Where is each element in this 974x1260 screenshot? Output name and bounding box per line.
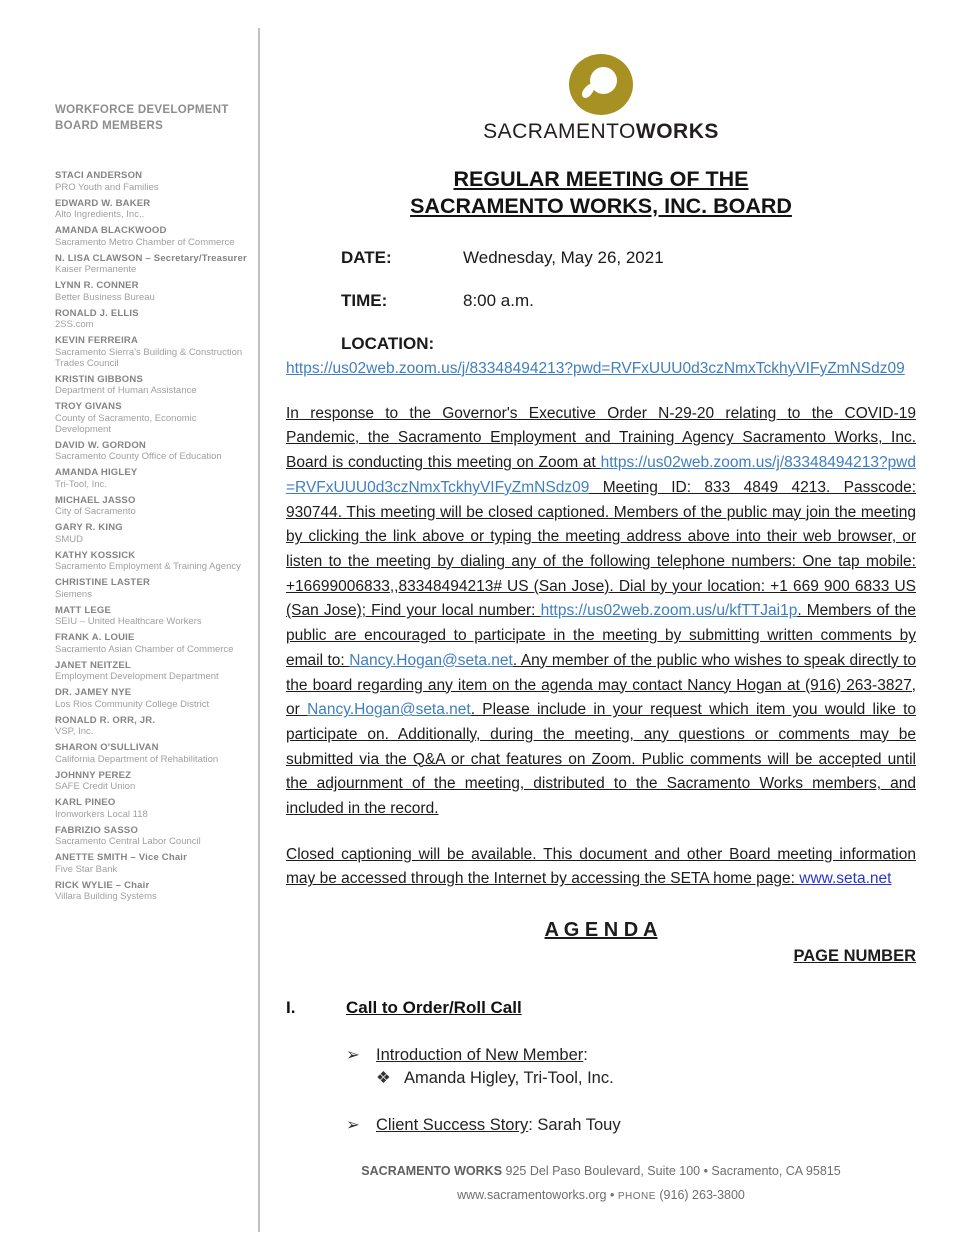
date-label: DATE:	[341, 247, 392, 267]
page-footer	[286, 1160, 916, 1208]
board-member-name: JOHNNY PEREZ	[55, 769, 132, 781]
board-member-name: KEVIN FERREIRA	[55, 335, 139, 347]
footer-website: www.sacramentoworks.org	[457, 1187, 607, 1202]
board-member-org: City of Sacramento	[55, 506, 136, 518]
board-member-name: ANETTE SMITH – Vice Chair	[55, 852, 188, 864]
board-member-entry	[55, 467, 255, 490]
agenda-subitem-amanda-higley	[286, 1068, 916, 1088]
agenda-item-new-member	[286, 1045, 916, 1065]
board-member-org: PRO Youth and Families	[55, 181, 159, 193]
closed-captioning-paragraph: Closed captioning will be available. This document and other Board meeting information may be accessed through the Internet by accessing the SETA home page: www.seta.net	[286, 845, 916, 888]
inline-link[interactable]: https://us02web.zoom.us/u/kfTTJai1p	[540, 602, 798, 620]
vertical-divider	[258, 28, 260, 1232]
logo-word-regular: SACRAMENTO	[483, 120, 636, 143]
board-member-entry	[55, 280, 255, 303]
time-value: 8:00 a.m.	[463, 290, 534, 310]
footer-address-line	[286, 1160, 916, 1184]
agenda-title: A G E N D A	[544, 919, 658, 942]
board-member-org: Five Star Bank	[55, 863, 118, 875]
agenda-item-suffix: :	[583, 1046, 588, 1065]
board-member-name: MICHAEL JASSO	[55, 494, 136, 506]
main-content	[286, 40, 916, 1135]
board-member-org: County of Sacramento, Economic Development	[55, 412, 197, 435]
board-member-name: DR. JAMEY NYE	[55, 687, 132, 699]
board-member-org: Sacramento Central Labor Council	[55, 836, 201, 848]
board-member-entry	[55, 374, 255, 397]
board-member-entry	[55, 632, 255, 655]
board-member-org: Ironworkers Local 118	[55, 808, 148, 820]
board-member-entry	[55, 715, 255, 738]
agenda-item-suffix: : Sarah Touy	[528, 1116, 621, 1135]
board-member-entry	[55, 577, 255, 600]
board-member-name: KRISTIN GIBBONS	[55, 373, 143, 385]
board-member-org: Employment Development Department	[55, 671, 219, 683]
agenda-item-client-success	[286, 1115, 916, 1135]
board-member-name: RICK WYLIE – Chair	[55, 879, 150, 891]
board-member-entry	[55, 170, 255, 193]
logo	[286, 54, 916, 144]
board-member-name: KATHY KOSSICK	[55, 549, 136, 561]
arrow-bullet-icon: ➢	[346, 1116, 360, 1135]
board-member-org: Tri-Tool, Inc.	[55, 478, 107, 490]
board-member-entry	[55, 308, 255, 331]
footer-phone: (916) 263-3800	[659, 1187, 745, 1202]
inline-link[interactable]: Nancy.Hogan@seta.net	[349, 651, 513, 669]
board-member-name: KARL PINEO	[55, 797, 116, 809]
board-member-org: Sacramento Sierra's Building & Construction Trades Council	[55, 346, 243, 369]
board-member-name: EDWARD W. BAKER	[55, 197, 151, 209]
agenda-section-call-to-order	[286, 998, 916, 1018]
footer-phone-label: PHONE	[617, 1190, 656, 1202]
board-member-entry	[55, 253, 255, 276]
meeting-access-paragraph: In response to the Governor's Executive Order N-29-20 relating to the COVID-19 Pandemic, the Sacramento Employment and Training Agency Sacramento Works, Inc. Board is conducting this meeting on Zoom at https://us02web.zoom.us/j/83348494213?pwd=RVFxUUU0d3czNmxTckhyVIFyZmNSdz09 Meeting ID: 833 4849 4213. Passcode: 930744. This meeting will be closed captioned. Members of the public may join the meeting by clicking the link above or typing the meeting address above into their web browser, or listen to the meeting by dialing any of the following telephone numbers: One tap mobile: +16699006833,,83348494213# US (San Jose). Dial by your location: +1 669 900 6833 US (San Jose); Find your local number: https://us02web.zoom.us/u/kfTTJai1p. Members of the public are encouraged to participate in the meeting by submitting written comments by email to: Nancy.Hogan@seta.net. Any member of the public who wishes to speak directly to the board regarding any item on the agenda may contact Nancy Hogan at (916) 263-3827, or Nancy.Hogan@seta.net. Please include in your request which item you would like to participate on. Additionally, during the meeting, any questions or comments may be submitted via the Q&A or chat features on Zoom. Public comments will be accepted until the adjournment of the meeting, distributed to the Sacramento Works members, and included in the record.	[286, 404, 917, 818]
board-member-name: AMANDA HIGLEY	[55, 467, 138, 479]
date-row	[286, 248, 916, 268]
meeting-meta	[286, 248, 916, 381]
board-member-org: Villara Building Systems	[55, 891, 157, 903]
board-member-entry	[55, 198, 255, 221]
board-member-name: STACI ANDERSON	[55, 170, 143, 182]
footer-contact-line	[286, 1184, 916, 1208]
board-member-entry	[55, 401, 255, 435]
board-member-name: RONALD J. ELLIS	[55, 307, 139, 319]
arrow-bullet-icon: ➢	[346, 1046, 360, 1065]
board-member-org: Los Rios Community College District	[55, 698, 210, 710]
diamond-bullet-icon: ❖	[376, 1069, 391, 1088]
zoom-meeting-link[interactable]: https://us02web.zoom.us/j/83348494213?pwd=RVFxUUU0d3czNmxTckhyVIFyZmNSdz09	[286, 359, 905, 377]
inline-link[interactable]: Nancy.Hogan@seta.net	[307, 701, 471, 719]
board-member-org: Better Business Bureau	[55, 291, 155, 303]
board-member-entry	[55, 660, 255, 683]
board-member-org: Siemens	[55, 588, 92, 600]
logo-wordmark	[286, 120, 916, 144]
time-label: TIME:	[341, 290, 388, 310]
board-member-name: RONALD R. ORR, JR.	[55, 714, 156, 726]
board-member-entry	[55, 495, 255, 518]
agenda-section-title: Call to Order/Roll Call	[346, 998, 522, 1018]
board-member-name: FABRIZIO SASSO	[55, 824, 139, 836]
footer-address: 925 Del Paso Boulevard, Suite 100 • Sacramento, CA 95815	[505, 1164, 841, 1178]
meeting-title-line2: SACRAMENTO WORKS, INC. BOARD	[410, 193, 792, 218]
board-member-name: SHARON O'SULLIVAN	[55, 742, 159, 754]
board-member-name: FRANK A. LOUIE	[55, 632, 135, 644]
board-member-entry	[55, 605, 255, 628]
board-member-entry	[55, 880, 255, 903]
board-member-org: Alto Ingredients, Inc..	[55, 209, 145, 221]
board-member-entry	[55, 797, 255, 820]
board-member-name: MATT LEGE	[55, 604, 111, 616]
location-link-wrap	[286, 357, 916, 381]
board-member-name: DAVID W. GORDON	[55, 439, 146, 451]
footer-separator: •	[609, 1187, 615, 1202]
board-members-list	[55, 170, 255, 902]
location-label: LOCATION:	[341, 333, 435, 353]
board-member-entry	[55, 335, 255, 369]
logo-hole	[590, 67, 617, 94]
board-member-entry	[55, 825, 255, 848]
meeting-title	[286, 166, 916, 220]
board-member-entry	[55, 225, 255, 248]
board-member-entry	[55, 687, 255, 710]
agenda-section-numeral: I.	[286, 998, 296, 1018]
board-member-name: AMANDA BLACKWOOD	[55, 225, 167, 237]
board-member-entry	[55, 770, 255, 793]
board-member-entry	[55, 852, 255, 875]
board-member-entry	[55, 550, 255, 573]
inline-link[interactable]: https://us02web.zoom.us/j/83348494213?pwd=RVFxUUU0d3czNmxTckhyVIFyZmNSdz09	[286, 454, 916, 496]
meeting-title-line1: REGULAR MEETING OF THE	[453, 167, 749, 191]
board-member-name: TROY GIVANS	[55, 401, 122, 413]
logo-word-bold: WORKS	[635, 120, 719, 143]
board-member-org: SAFE Credit Union	[55, 781, 136, 793]
board-member-name: LYNN R. CONNER	[55, 280, 139, 292]
board-member-name: N. LISA CLAWSON – Secretary/Treasurer	[55, 252, 247, 264]
board-member-name: GARY R. KING	[55, 522, 123, 534]
board-member-org: Sacramento Asian Chamber of Commerce	[55, 643, 234, 655]
footer-org-name: SACRAMENTO WORKS	[361, 1164, 503, 1178]
board-member-entry	[55, 522, 255, 545]
time-row	[286, 291, 916, 311]
board-member-name: JANET NEITZEL	[55, 659, 131, 671]
board-member-org: SMUD	[55, 533, 83, 545]
board-member-org: Department of Human Assistance	[55, 385, 197, 397]
agenda-item-underlined-text: Client Success Story	[376, 1116, 529, 1135]
inline-link[interactable]: www.seta.net	[799, 870, 892, 888]
board-member-org: California Department of Rehabilitation	[55, 753, 219, 765]
board-member-org: VSP, Inc.	[55, 726, 94, 738]
board-member-org: 2SS.com	[55, 319, 94, 331]
page-number-label: PAGE NUMBER	[793, 947, 916, 966]
board-member-entry	[55, 440, 255, 463]
board-member-org: Kaiser Permanente	[55, 264, 137, 276]
board-member-org: SEIU – United Healthcare Workers	[55, 616, 202, 628]
date-value: Wednesday, May 26, 2021	[463, 247, 664, 267]
board-member-entry	[55, 742, 255, 765]
board-member-org: Sacramento Metro Chamber of Commerce	[55, 236, 235, 248]
board-member-org: Sacramento Employment & Training Agency	[55, 561, 241, 573]
agenda-subitem-text: Amanda Higley, Tri-Tool, Inc.	[404, 1069, 614, 1088]
sidebar-title: WORKFORCE DEVELOPMENT BOARD MEMBERS	[55, 104, 229, 132]
sacramento-works-logo-icon	[569, 54, 633, 115]
agenda-item-underlined-text: Introduction of New Member	[376, 1046, 584, 1065]
board-members-sidebar	[55, 103, 255, 907]
board-member-org: Sacramento County Office of Education	[55, 451, 222, 463]
board-member-name: CHRISTINE LASTER	[55, 577, 151, 589]
